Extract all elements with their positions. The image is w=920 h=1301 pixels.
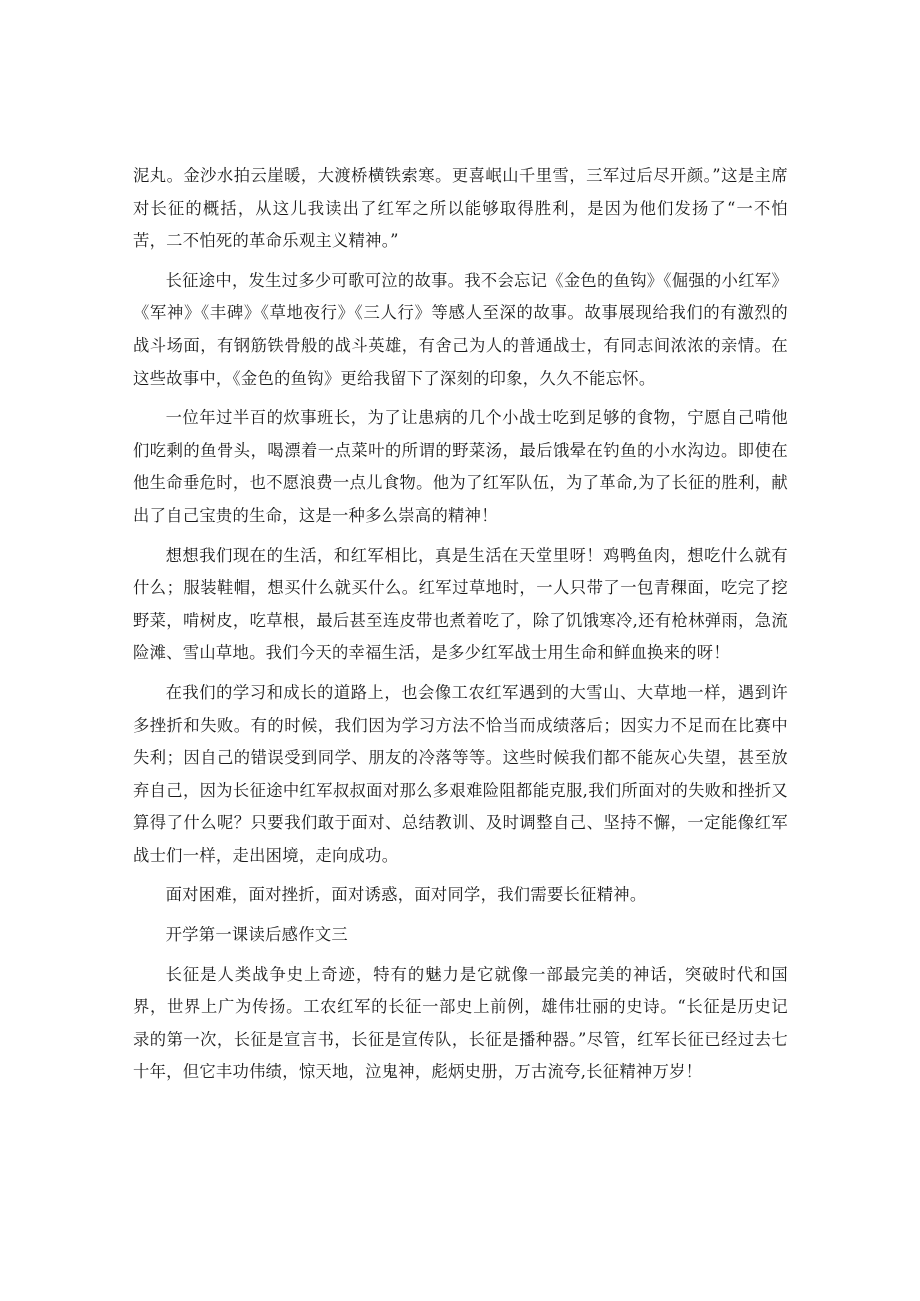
paragraph-growth: 在我们的学习和成长的道路上，也会像工农红军遇到的大雪山、大草地一样，遇到许多挫折和失败。有的时候，我们因为学习方法不恰当而成绩落后；因实力不足而在比赛中失利；因自己的错误受到同学、朋友的冷落等等。这些时候我们都不能灰心失望，甚至放弃自己，因为长征途中红军叔叔面对那么多艰难险阻都能克服,我们所面对的失败和挫折又算得了什么呢？只要我们敢于面对、总结教训、及时调整自己、坚持不懈，一定能像红军战士们一样，走出困境，走向成功。: [133, 682, 788, 865]
paragraph-stories: 长征途中，发生过多少可歌可泣的故事。我不会忘记《金色的鱼钩》《倔强的小红军》《军神》《丰碑》《草地夜行》《三人行》等感人至深的故事。故事展现给我们的有激烈的战斗场面，有钢筋铁骨般的战斗英雄，有舍己为人的普通战士，有同志间浓浓的亲情。在这些故事中，《金色的鱼钩》更给我留下了深刻的印象，久久不能忘怀。: [133, 270, 788, 388]
paragraph-continuation: 泥丸。金沙水拍云崖暖，大渡桥横铁索寒。更喜岷山千里雪，三军过后尽开颜。”这是主席对长征的概括，从这儿我读出了红军之所以能够取得胜利，是因为他们发扬了“一不怕苦，二不怕死的革命乐观主义精神。”: [133, 166, 788, 251]
section-heading: 开学第一课读后感作文三: [165, 925, 348, 945]
paragraph-long-march-spirit: 面对困难，面对挫折，面对诱惑，面对同学，我们需要长征精神。: [165, 885, 647, 905]
paragraph-modern-life: 想想我们现在的生活，和红军相比，真是生活在天堂里呀！鸡鸭鱼肉，想吃什么就有什么；服装鞋帽，想买什么就买什么。红军过草地时，一人只带了一包青稞面，吃完了挖野菜，啃树皮，吃草根，最后甚至连皮带也煮着吃了，除了饥饿寒冷,还有枪林弹雨，急流险滩、雪山草地。我们今天的幸福生活，是多少红军战士用生命和鲜血换来的呀！: [133, 545, 788, 663]
paragraph-cook-squad-leader: 一位年过半百的炊事班长，为了让患病的几个小战士吃到足够的食物，宁愿自己啃他们吃剩的鱼骨头，喝漂着一点菜叶的所谓的野菜汤，最后饿晕在钓鱼的小水沟边。即使在他生命垂危时，也不愿浪费一点儿食物。他为了红军队伍，为了革命,为了长征的胜利，献出了自己宝贵的生命，这是一种多么崇高的精神！: [133, 408, 788, 525]
document-body: [133, 160, 788, 1096]
paragraph-miracle: 长征是人类战争史上奇迹，特有的魅力是它就像一部最完美的神话，突破时代和国界，世界上广为传扬。工农红军的长征一部史上前例，雄伟壮丽的史诗。“长征是历史记录的第一次，长征是宣言书，长征是宣传队，长征是播种器。”尽管，红军长征已经过去七十年，但它丰功伟绩，惊天地，泣鬼神，彪炳史册，万古流夸,长征精神万岁！: [133, 964, 788, 1082]
